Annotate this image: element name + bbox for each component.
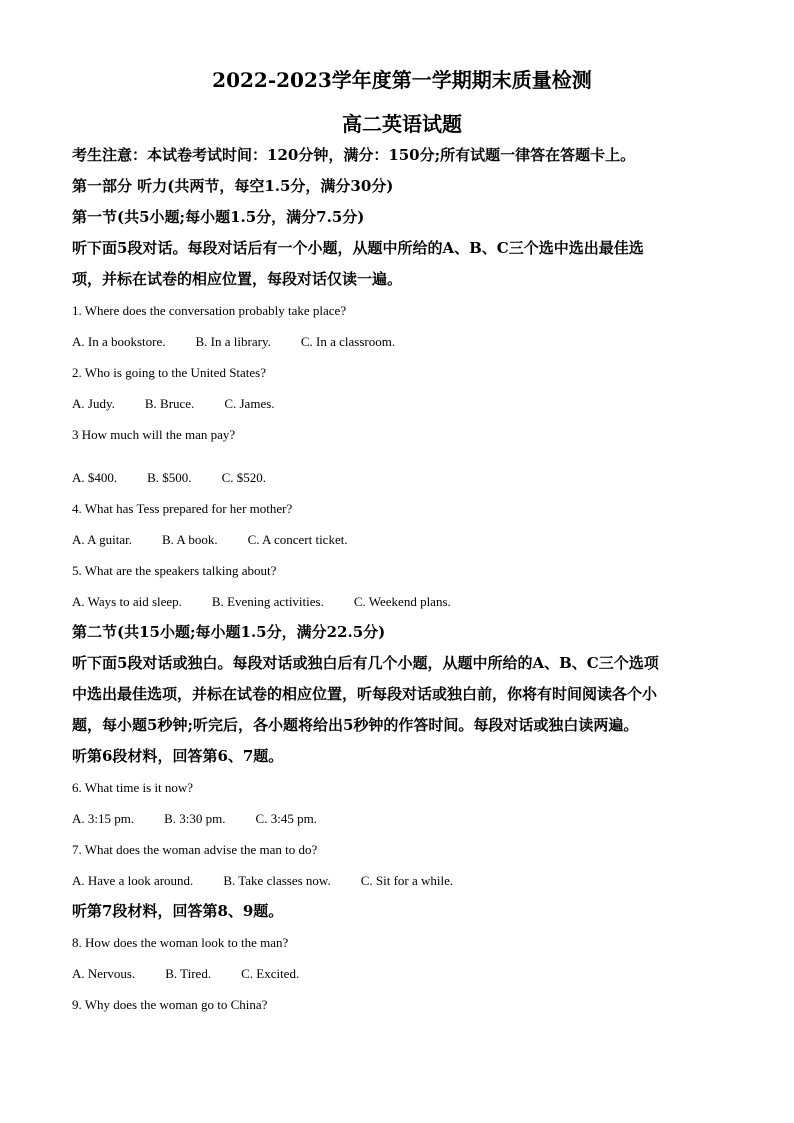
part1-heading: 第一部分 听力(共两节，每空1.5分，满分30分) [72, 177, 394, 195]
option-c: C. Sit for a while. [360, 873, 454, 888]
option-b: B. 3:30 pm. [164, 811, 226, 826]
section1-instruction-line1: 听下面5段对话。每段对话后有一个小题，从题中所给的A、B、C三个选中选出最佳选 [72, 239, 644, 257]
option-a: A. Nervous. [72, 966, 136, 981]
question-7: 7. What does the woman advise the man to do? [72, 842, 318, 857]
question-6: 6. What time is it now? [72, 780, 194, 795]
section2-instruction-line1: 听下面5段对话或独白。每段对话或独白后有几个小题，从题中所给的A、B、C三个选项 [72, 654, 659, 672]
question-6-options [72, 803, 732, 834]
exam-title: 2022-2023学年度第一学期期末质量检测 [212, 68, 592, 92]
option-c: C. 3:45 pm. [255, 811, 317, 826]
option-b: B. $500. [147, 470, 192, 485]
section2-heading: 第二节(共15小题;每小题1.5分，满分22.5分) [72, 623, 386, 641]
option-a: A. A guitar. [72, 532, 132, 547]
question-2: 2. Who is going to the United States? [72, 365, 267, 380]
question-1-options [72, 326, 732, 357]
question-7-options [72, 865, 732, 896]
question-9: 9. Why does the woman go to China? [72, 997, 268, 1012]
question-4: 4. What has Tess prepared for her mother? [72, 501, 293, 516]
option-b: B. In a library. [195, 334, 271, 349]
option-b: B. Evening activities. [211, 594, 324, 609]
question-4-options [72, 524, 732, 555]
option-b: B. Tired. [165, 966, 212, 981]
question-3: 3 How much will the man pay? [72, 427, 236, 442]
option-c: C. In a classroom. [300, 334, 396, 349]
section1-instruction-line2: 项，并标在试卷的相应位置，每段对话仅读一遍。 [72, 270, 403, 288]
material-7-heading: 听第7段材料，回答第8、9题。 [72, 902, 284, 920]
option-b: B. Bruce. [144, 396, 195, 411]
question-3-options [72, 462, 732, 493]
option-c: C. Weekend plans. [353, 594, 451, 609]
section2-instruction-line2: 中选出最佳选项，并标在试卷的相应位置，听每段对话或独白前，你将有时间阅读各个小 [72, 685, 658, 703]
question-5-options [72, 586, 732, 617]
option-b: B. A book. [161, 532, 218, 547]
exam-page [72, 64, 732, 1020]
option-c: C. James. [224, 396, 275, 411]
exam-notice: 考生注意：本试卷考试时间：120分钟，满分：150分;所有试题一律答在答题卡上。 [72, 146, 636, 164]
option-c: C. $520. [221, 470, 266, 485]
question-1: 1. Where does the conversation probably take place? [72, 303, 347, 318]
option-a: A. $400. [72, 470, 118, 485]
spacer [72, 450, 732, 462]
question-5: 5. What are the speakers talking about? [72, 563, 277, 578]
option-a: A. Have a look around. [72, 873, 194, 888]
option-c: C. A concert ticket. [247, 532, 348, 547]
section1-heading: 第一节(共5小题;每小题1.5分，满分7.5分) [72, 208, 365, 226]
question-8-options [72, 958, 732, 989]
option-a: A. In a bookstore. [72, 334, 166, 349]
option-b: B. Take classes now. [223, 873, 331, 888]
option-a: A. Judy. [72, 396, 115, 411]
exam-subtitle: 高二英语试题 [342, 112, 462, 136]
material-6-heading: 听第6段材料，回答第6、7题。 [72, 747, 284, 765]
section2-instruction-line3: 题，每小题5秒钟;听完后，各小题将给出5秒钟的作答时间。每段对话或独白读两遍。 [72, 716, 639, 734]
option-a: A. Ways to aid sleep. [72, 594, 182, 609]
option-a: A. 3:15 pm. [72, 811, 135, 826]
question-8: 8. How does the woman look to the man? [72, 935, 289, 950]
option-c: C. Excited. [241, 966, 300, 981]
question-2-options [72, 388, 732, 419]
